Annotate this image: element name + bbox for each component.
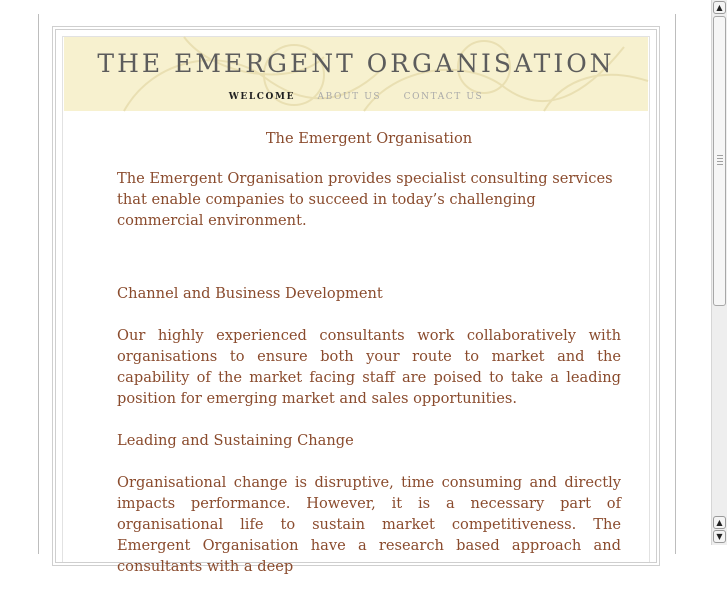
scroll-down-arrow-icon[interactable]: ▼ — [713, 530, 726, 543]
section-title-change: Leading and Sustaining Change — [117, 432, 354, 449]
scroll-up-arrow-secondary-icon[interactable]: ▲ — [713, 516, 726, 529]
main-nav — [64, 92, 648, 102]
main-content — [117, 128, 621, 598]
vertical-scrollbar[interactable] — [711, 0, 727, 545]
scrollbar-grip-icon — [717, 155, 723, 167]
nav-welcome[interactable]: WELCOME — [228, 92, 296, 102]
nav-about-us[interactable]: ABOUT US — [317, 92, 382, 102]
scroll-up-arrow-icon[interactable]: ▲ — [713, 1, 726, 14]
intro-paragraph: The Emergent Organisation provides specialist consulting services that enable companies to succeed in today’s challenging commercial environment. — [117, 170, 613, 229]
section-title-channel: Channel and Business Development — [117, 285, 383, 302]
nav-contact-us[interactable]: CONTACT US — [403, 92, 484, 102]
site-header — [64, 37, 648, 111]
section-body-change: Organisational change is disruptive, time consuming and directly impacts performance. However, it is a necessary part of organisational life to sustain market competitiveness. The Emergent Organisation have a research based approach and consultants with a deep — [117, 474, 621, 575]
page-heading: The Emergent Organisation — [265, 130, 473, 147]
scrollbar-thumb[interactable] — [713, 16, 726, 306]
section-body-channel: Our highly experienced consultants work collaboratively with organisations to ensure both your route to market and the capability of the market facing staff are poised to take a leading position for emerging market and sales opportunities. — [117, 327, 621, 407]
site-title: THE EMERGENT ORGANISATION — [97, 49, 615, 78]
